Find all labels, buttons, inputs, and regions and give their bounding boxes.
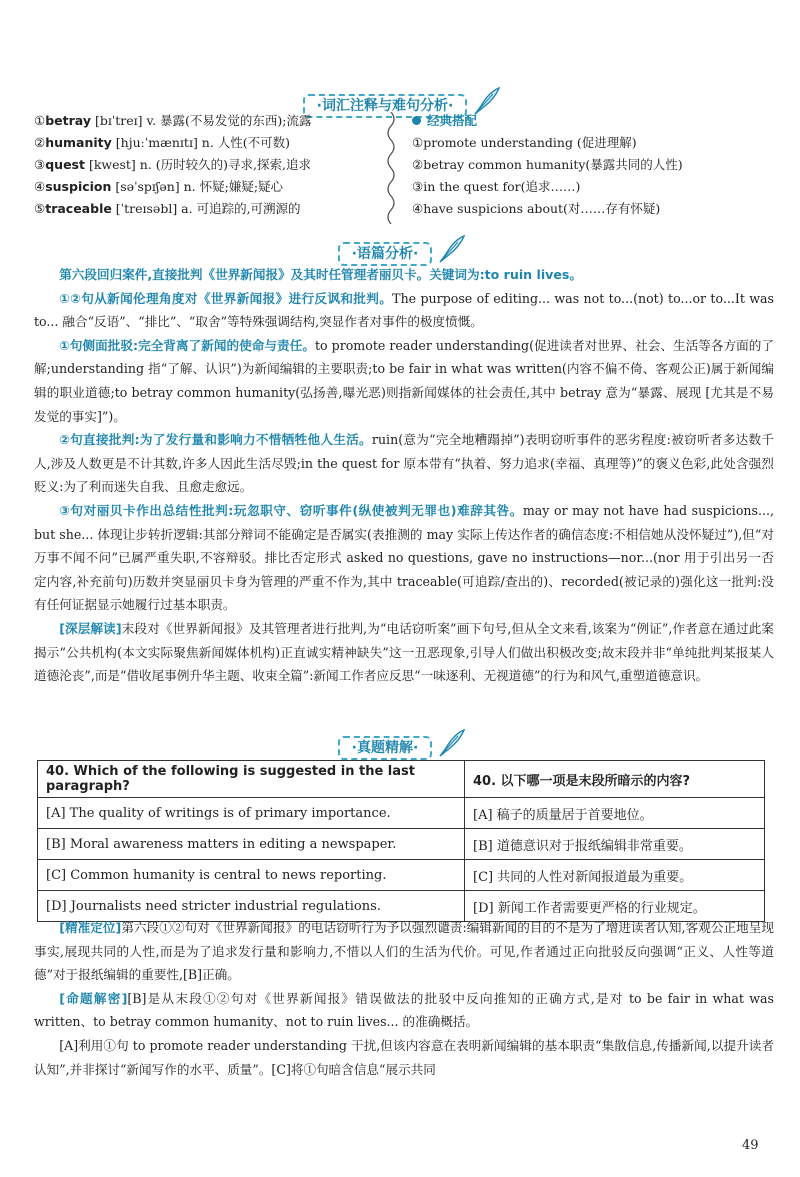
page-number: 49 xyxy=(742,1138,759,1153)
option-en: [A] The quality of writings is of primary importance. xyxy=(38,798,465,829)
analysis-section-title: ·语篇分析· xyxy=(338,242,433,266)
question-section-banner xyxy=(0,722,800,756)
table-row xyxy=(38,860,765,891)
collocation-item: ④have suspicions about(对……存有怀疑) xyxy=(412,201,661,216)
analysis-paragraph: ①句侧面批驳:完全背离了新闻的使命与责任。to promote reader understanding(促进读者对世界、社会、生活等各方面的了解;understanding 指“了解、认识”)为新闻编辑的主要职责;to be fair in what was written(内容不偏不倚、客观公正)属于新闻编辑的职业道德;to betray common humanity(弘扬善,曝光恶)则指新闻媒体的社会责任,其中 betray 意为“暴露、展现 [尤其是不易发觉的事实]”)。 xyxy=(34,337,774,424)
vocab-item: ①betray [bɪˈtreɪ] v. 暴露(不易发觉的东西);流露 xyxy=(34,113,312,128)
collocation-list xyxy=(412,110,683,220)
answer-paragraph: [A]利用①句 to promote reader understanding 干扰,但该内容意在表明新闻编辑的基本职责“集散信息,传播新闻,以提升读者认知”,并非探讨“新闻写作的水平、质量”。[C]将①句暗含信息“展示共同 xyxy=(34,1037,774,1077)
table-row xyxy=(38,798,765,829)
option-en: [D] Journalists need stricter industrial regulations. xyxy=(38,891,465,922)
vocab-section-banner xyxy=(0,80,800,114)
question-section-title: ·真题精解· xyxy=(338,736,433,760)
collocation-item: ③in the quest for(追求……) xyxy=(412,179,581,194)
quill-icon xyxy=(436,728,466,758)
quill-icon xyxy=(436,234,466,264)
analysis-summary: 第六段回归案件,直接批判《世界新闻报》及其时任管理者丽贝卡。关键词为:to ruin lives。 xyxy=(59,267,582,282)
collocation-heading: 经典搭配 xyxy=(412,110,683,132)
answer-explanation xyxy=(34,916,774,1081)
question-table xyxy=(37,760,765,922)
answer-paragraph: [命题解密][B]是从末段①②句对《世界新闻报》错误做法的批驳中反向推知的正确方式,是对 to be fair in what was written、to betray common humanity、not to ruin lives... 的准确概括。 xyxy=(34,990,774,1030)
option-en: [C] Common humanity is central to news reporting. xyxy=(38,860,465,891)
bullet-dot-icon xyxy=(412,116,421,125)
table-row xyxy=(38,829,765,860)
analysis-paragraph: ③句对丽贝卡作出总结性批判:玩忽职守、窃听事件(纵使被判无罪也)难辞其咎。may or may not have had suspicions..., but she... 体现让步转折逻辑:其部分辩词不能确定是否属实(表推测的 may 实际上传达作者的确信态度:不相信她从没怀疑过”),但“对万事不闻不问”已属严重失职,不容辩驳。排比否定形式 asked no questions, gave no instructions—nor...(nor 用于引出另一否定内容,补充前句)历数并突显丽贝卡身为管理的严重不作为,其中 traceable(可追踪/查出的)、recorded(被记录的)强化这一批判:没有任何证据显示她履行过基本职责。 xyxy=(34,502,774,613)
collocation-item: ②betray common humanity(暴露共同的人性) xyxy=(412,157,683,172)
question-stem-zh: 40. 以下哪一项是末段所暗示的内容? xyxy=(465,761,765,798)
vocab-list xyxy=(34,110,312,220)
analysis-paragraph: ②句直接批判:为了发行量和影响力不惜牺牲他人生活。ruin(意为“完全地糟蹋掉”)表明窃听事件的恶劣程度:被窃听者多达数千人,涉及人数更是不计其数,许多人因此生活尽毁;in the quest for 原本带有“执着、努力追求(幸福、真理等)”的褒义色彩,此处含强烈贬义:为了利而迷失自我、且愈走愈远。 xyxy=(34,432,775,495)
vocab-section-title: ·词汇注释与难句分析· xyxy=(303,94,468,118)
divider-chain xyxy=(385,112,397,224)
option-zh: [C] 共同的人性对新闻报道最为重要。 xyxy=(465,860,765,891)
question-stem-en: 40. Which of the following is suggested in the last paragraph? xyxy=(38,761,465,798)
analysis-section-banner xyxy=(0,228,800,262)
collocation-item: ①promote understanding (促进理解) xyxy=(412,135,637,150)
vocab-item: ④suspicion [səˈspɪʃən] n. 怀疑;嫌疑;疑心 xyxy=(34,179,284,194)
vocab-item: ③quest [kwest] n. (历时较久的)寻求,探索,追求 xyxy=(34,157,311,172)
analysis-body xyxy=(34,263,774,688)
analysis-paragraph: ①②句从新闻伦理角度对《世界新闻报》进行反讽和批判。The purpose of editing... was not to...(not) to...or to...It was to... 融合“反语”、“排比”、“取舍”等特殊强调结构,突显作者对事件的极度愤慨。 xyxy=(34,290,774,330)
option-en: [B] Moral awareness matters in editing a newspaper. xyxy=(38,829,465,860)
answer-paragraph: [精准定位]第六段①②句对《世界新闻报》的电话窃听行为予以强烈谴责:编辑新闻的目的不是为了增进读者认知,客观公正地呈现事实,展现共同的人性,而是为了追求发行量和影响力,不惜以人们的生活为代价。可见,作者通过正向批驳反向强调“正义、人性等道德”对于报纸编辑的重要性,[B]正确。 xyxy=(34,920,774,983)
option-zh: [A] 稿子的质量居于首要地位。 xyxy=(465,798,765,829)
option-zh: [D] 新闻工作者需要更严格的行业规定。 xyxy=(465,891,765,922)
vocab-item: ②humanity [hjuːˈmænɪtɪ] n. 人性(不可数) xyxy=(34,135,291,150)
table-row xyxy=(38,761,765,798)
option-zh: [B] 道德意识对于报纸编辑非常重要。 xyxy=(465,829,765,860)
analysis-paragraph: [深层解读]末段对《世界新闻报》及其管理者进行批判,为“电话窃听案”画下句号,但从全文来看,该案为“例证”,作者意在通过此案揭示“公共机构(本文实际聚焦新闻媒体机构)正直诚实精神缺失”这一丑恶现象,引导人们做出积极改变;故末段并非“单纯批判某报某人道德沦丧”,而是“借收尾事例升华主题、收束全篇”:新闻工作者应反思“一味逐利、无视道德”的行为和风气,重塑道德意识。 xyxy=(34,620,774,684)
vocab-item: ⑤traceable [ˈtreɪsəbl] a. 可追踪的,可溯源的 xyxy=(34,201,301,216)
